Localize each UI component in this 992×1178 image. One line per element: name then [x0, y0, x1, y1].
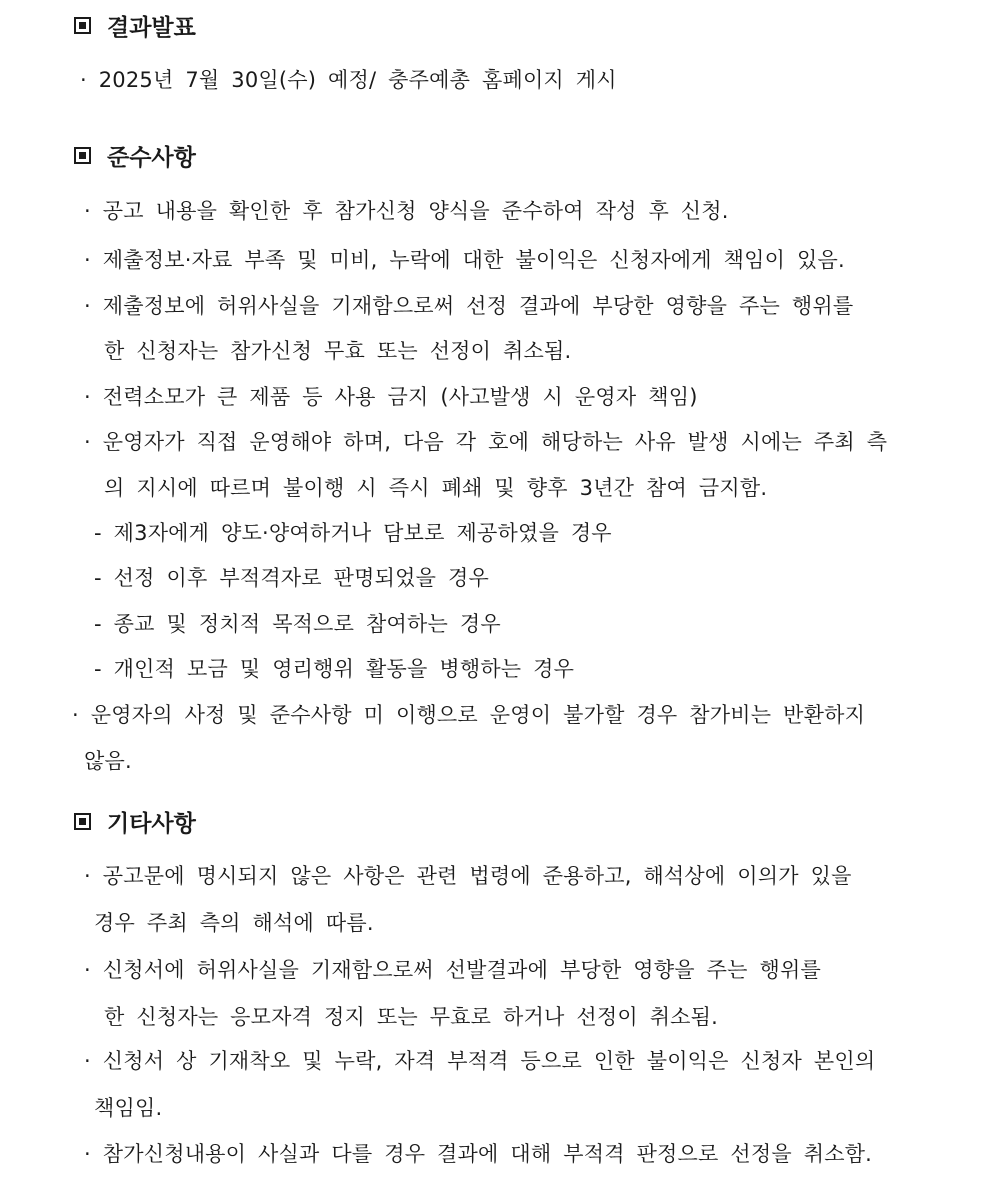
section-heading-text: 준수사항: [107, 145, 196, 171]
section-heading-text: 결과발표: [107, 15, 196, 41]
compliance-line: · 제출정보·자료 부족 및 미비, 누락에 대한 불이익은 신청자에게 책임이 있음.: [84, 248, 845, 272]
compliance-subitem: - 선정 이후 부적격자로 판명되었을 경우: [94, 566, 489, 590]
square-bullet-icon: [74, 17, 91, 34]
section-heading-text: 기타사항: [107, 811, 196, 837]
compliance-line-continued: 의 지시에 따르며 불이행 시 즉시 폐쇄 및 향후 3년간 참여 금지함.: [104, 476, 768, 500]
compliance-subitem: - 종교 및 정치적 목적으로 참여하는 경우: [94, 612, 501, 636]
other-line: · 참가신청내용이 사실과 다를 경우 결과에 대해 부적격 판정으로 선정을 취소함.: [84, 1142, 873, 1166]
other-line: · 신청서에 허위사실을 기재함으로써 선발결과에 부당한 영향을 주는 행위를: [84, 958, 821, 982]
compliance-line: · 운영자의 사정 및 준수사항 미 이행으로 운영이 불가할 경우 참가비는 반환하지: [72, 703, 866, 727]
other-line: · 공고문에 명시되지 않은 사항은 관련 법령에 준용하고, 해석상에 이의가 있을: [84, 864, 852, 888]
compliance-subitem: - 개인적 모금 및 영리행위 활동을 병행하는 경우: [94, 657, 575, 681]
compliance-line-continued: 한 신청자는 참가신청 무효 또는 선정이 취소됨.: [104, 339, 572, 363]
square-bullet-icon: [74, 147, 91, 164]
results-line: · 2025년 7월 30일(수) 예정/ 충주예총 홈페이지 게시: [80, 68, 617, 92]
compliance-subitem: - 제3자에게 양도·양여하거나 담보로 제공하였을 경우: [94, 521, 612, 545]
other-line-continued: 책임임.: [94, 1096, 163, 1120]
other-line-continued: 경우 주최 측의 해석에 따름.: [94, 911, 374, 935]
other-line: · 신청서 상 기재착오 및 누락, 자격 부적격 등으로 인한 불이익은 신청자 본인의: [84, 1049, 876, 1073]
compliance-line-continued: 않음.: [84, 749, 132, 773]
section-heading-other: [74, 809, 196, 839]
section-heading-compliance: [74, 143, 196, 173]
square-bullet-icon: [74, 813, 91, 830]
section-heading-results: [74, 13, 196, 43]
compliance-line: · 공고 내용을 확인한 후 참가신청 양식을 준수하여 작성 후 신청.: [84, 199, 729, 223]
compliance-line: · 운영자가 직접 운영해야 하며, 다음 각 호에 해당하는 사유 발생 시에는 주최 측: [84, 430, 888, 454]
compliance-line: · 제출정보에 허위사실을 기재함으로써 선정 결과에 부당한 영향을 주는 행위를: [84, 294, 854, 318]
compliance-line: · 전력소모가 큰 제품 등 사용 금지 (사고발생 시 운영자 책임): [84, 385, 698, 409]
other-line-continued: 한 신청자는 응모자격 정지 또는 무효로 하거나 선정이 취소됨.: [104, 1005, 719, 1029]
